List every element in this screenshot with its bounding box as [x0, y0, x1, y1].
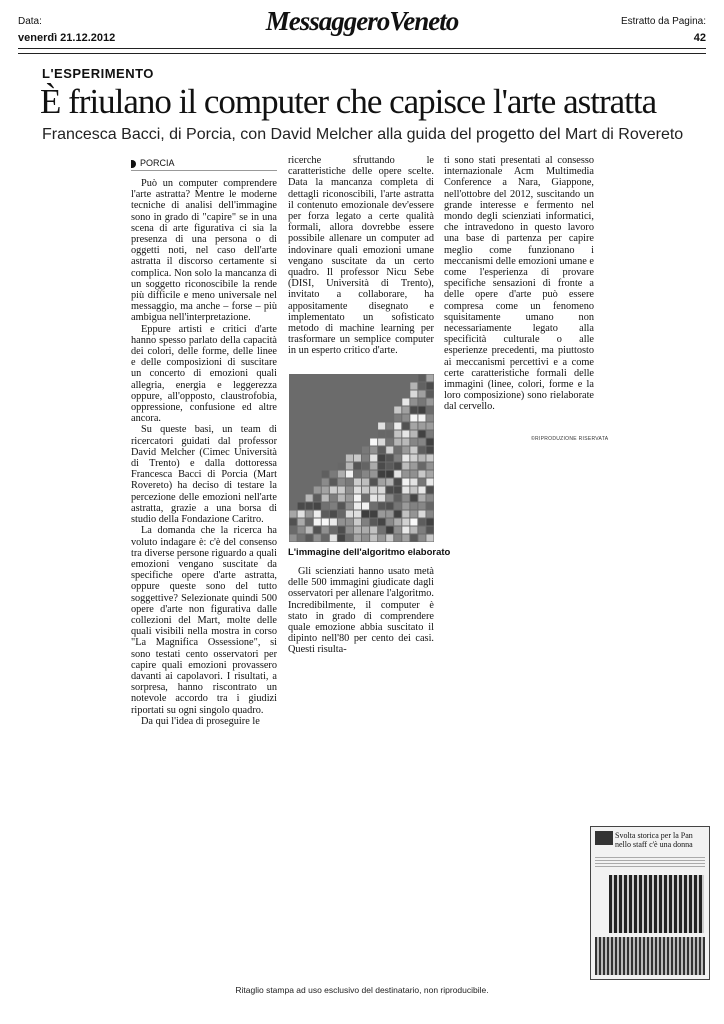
paragraph: ricerche sfruttando le caratteristiche delle opere scelte. Data la mancanza completa di dettagli riconoscibili, l'arte astratta il contenuto emozionale dev'essere per forza legato a certe qualità formali, allora dovrebbe essere possibile allenare un computer ad indovinare quali emozioni umane vengano suscitate da un certo quadro. Il professor Nicu Sebe (DISI, Università di Trento), invitato a collaborare, ha appositamente disegnato e implementato un sofisticato metodo di machine learning per trasformare un semplice computer in un esperto critico d'arte. [288, 155, 434, 357]
paragraph: Da qui l'idea di proseguire le [141, 715, 260, 727]
dateline-text: PORCIA [140, 158, 175, 168]
article-rubric: L'ESPERIMENTO [42, 66, 154, 81]
article-column-2-continued [288, 566, 434, 656]
thumbnail-photo [609, 875, 704, 933]
paragraph: ti sono stati presentati al consesso internazionale Acm Multimedia Conference a Nara, Giappone, nell'ottobre del 2012, suscitando un grande interesse e fermento nel mondo degli scienziati informatici, che intravedono in questo lavoro una base di partenza per capire meglio come funzionano i meccanismi delle emozioni umane e come l'esperienza di provare specifiche sensazioni di fronte a delle opere d'arte può essere compresa come un fenomeno squisitamente umano non necessariamente legato alla specificità culturale o alle esperienze precedenti, ma piuttosto ai meccanismi percettivi e a come certe caratteristiche formali delle immagini (linee, colori, forme e la loro composizione) sono rielaborate dal cervello. [444, 155, 594, 413]
algorithm-mosaic-graphic [289, 374, 434, 542]
paragraph: La domanda che la ricerca ha voluto indagare è: c'è del consenso tra diverse persone riguardo a quali emozioni vengano suscitate da specifiche opere d'arte astratta, oppure queste sono del tutto soggettive? Selezionate quindi 500 opere d'arte non figurativa dalle collezioni del Mart, molte delle quali visibili nella mostra in corso "La Magnifica Ossessione", si sono testati cento osservatori per capire quali emozioni provassero davanti ai capolavori. I risultati, a sorpresa, hanno riscontrato un notevole accordo tra i giudizi riportati su ogni singolo quadro. [131, 525, 277, 716]
page-label: Estratto da Pagina: [620, 16, 706, 27]
thumbnail-text-lines [595, 855, 705, 869]
figure-caption: L'immagine dell'algoritmo elaborato [288, 547, 451, 558]
article-subhead: Francesca Bacci, di Porcia, con David Melcher alla guida del progetto del Mart di Rovereto [42, 126, 684, 143]
article-column-2 [288, 155, 434, 357]
thumbnail-logo-icon [595, 831, 613, 845]
paragraph: Eppure artisti e critici d'arte hanno spesso parlato della capacità dei colori, delle forme, delle linee e delle composizioni di suscitare un concerto di emozioni quali allegria, energia e leggerezza oppure, all'opposto, claustrofobia, oppressione, confusione ed altre ancora. [131, 323, 277, 425]
header-divider [18, 48, 706, 49]
paragraph: Gli scienziati hanno usato metà delle 500 immagini giudicate dagli osservatori per allenare l'algoritmo. Incredibilmente, il computer è stato in grado di comprendere quale emozione abbia suscitato il dipinto nell'80 per cento dei casi. Questi risulta- [288, 566, 434, 656]
newspaper-masthead: MessaggeroVeneto [265, 6, 459, 36]
article-headline: È friulano il computer che capisce l'arte astratta [40, 82, 657, 121]
date-value: venerdì 21.12.2012 [18, 32, 116, 44]
date-label: Data: [18, 16, 42, 27]
algorithm-image [289, 374, 434, 542]
paragraph: Su queste basi, un team di ricercatori guidati dal professor David Melcher (Cimec Università di Trento) e dalla dottoressa Francesca Bacci di Porcia (Mart Rovereto) ha deciso di testare la percezione delle emozioni nell'arte astratta, grazie a una borsa di studio della Fondazione Caritro. [131, 424, 277, 526]
article-column-1 [131, 178, 277, 727]
footer-disclaimer: Ritaglio stampa ad uso esclusivo del destinatario, non riproducibile. [235, 985, 489, 995]
header-divider-secondary [18, 53, 706, 54]
dateline-marker-icon [131, 160, 136, 168]
article-dateline [131, 158, 277, 171]
thumbnail-photo-strip [595, 937, 705, 975]
page-thumbnail [590, 826, 710, 980]
copyright-notice: ©RIPRODUZIONE RISERVATA [531, 436, 609, 442]
paragraph: Può un computer comprendere l'arte astratta? Mentre le moderne tecniche di analisi dell'immagine sono in grado di "capire" se in una scena di arte figurativa ci sia la presenza di una persona o di oggetti noti, nel caso dell'arte astratta il discorso certamente si complica. Non solo la mancanza di un soggetto riconoscibile la rende più difficile e meno universale nel messaggio, ma anche – forse – più ambigua nell'interpretazione. [131, 178, 277, 324]
page-number: 42 [693, 32, 706, 44]
thumbnail-headline: Svolta storica per la Pan nello staff c'è una donna [615, 831, 693, 849]
article-column-3 [444, 155, 594, 413]
